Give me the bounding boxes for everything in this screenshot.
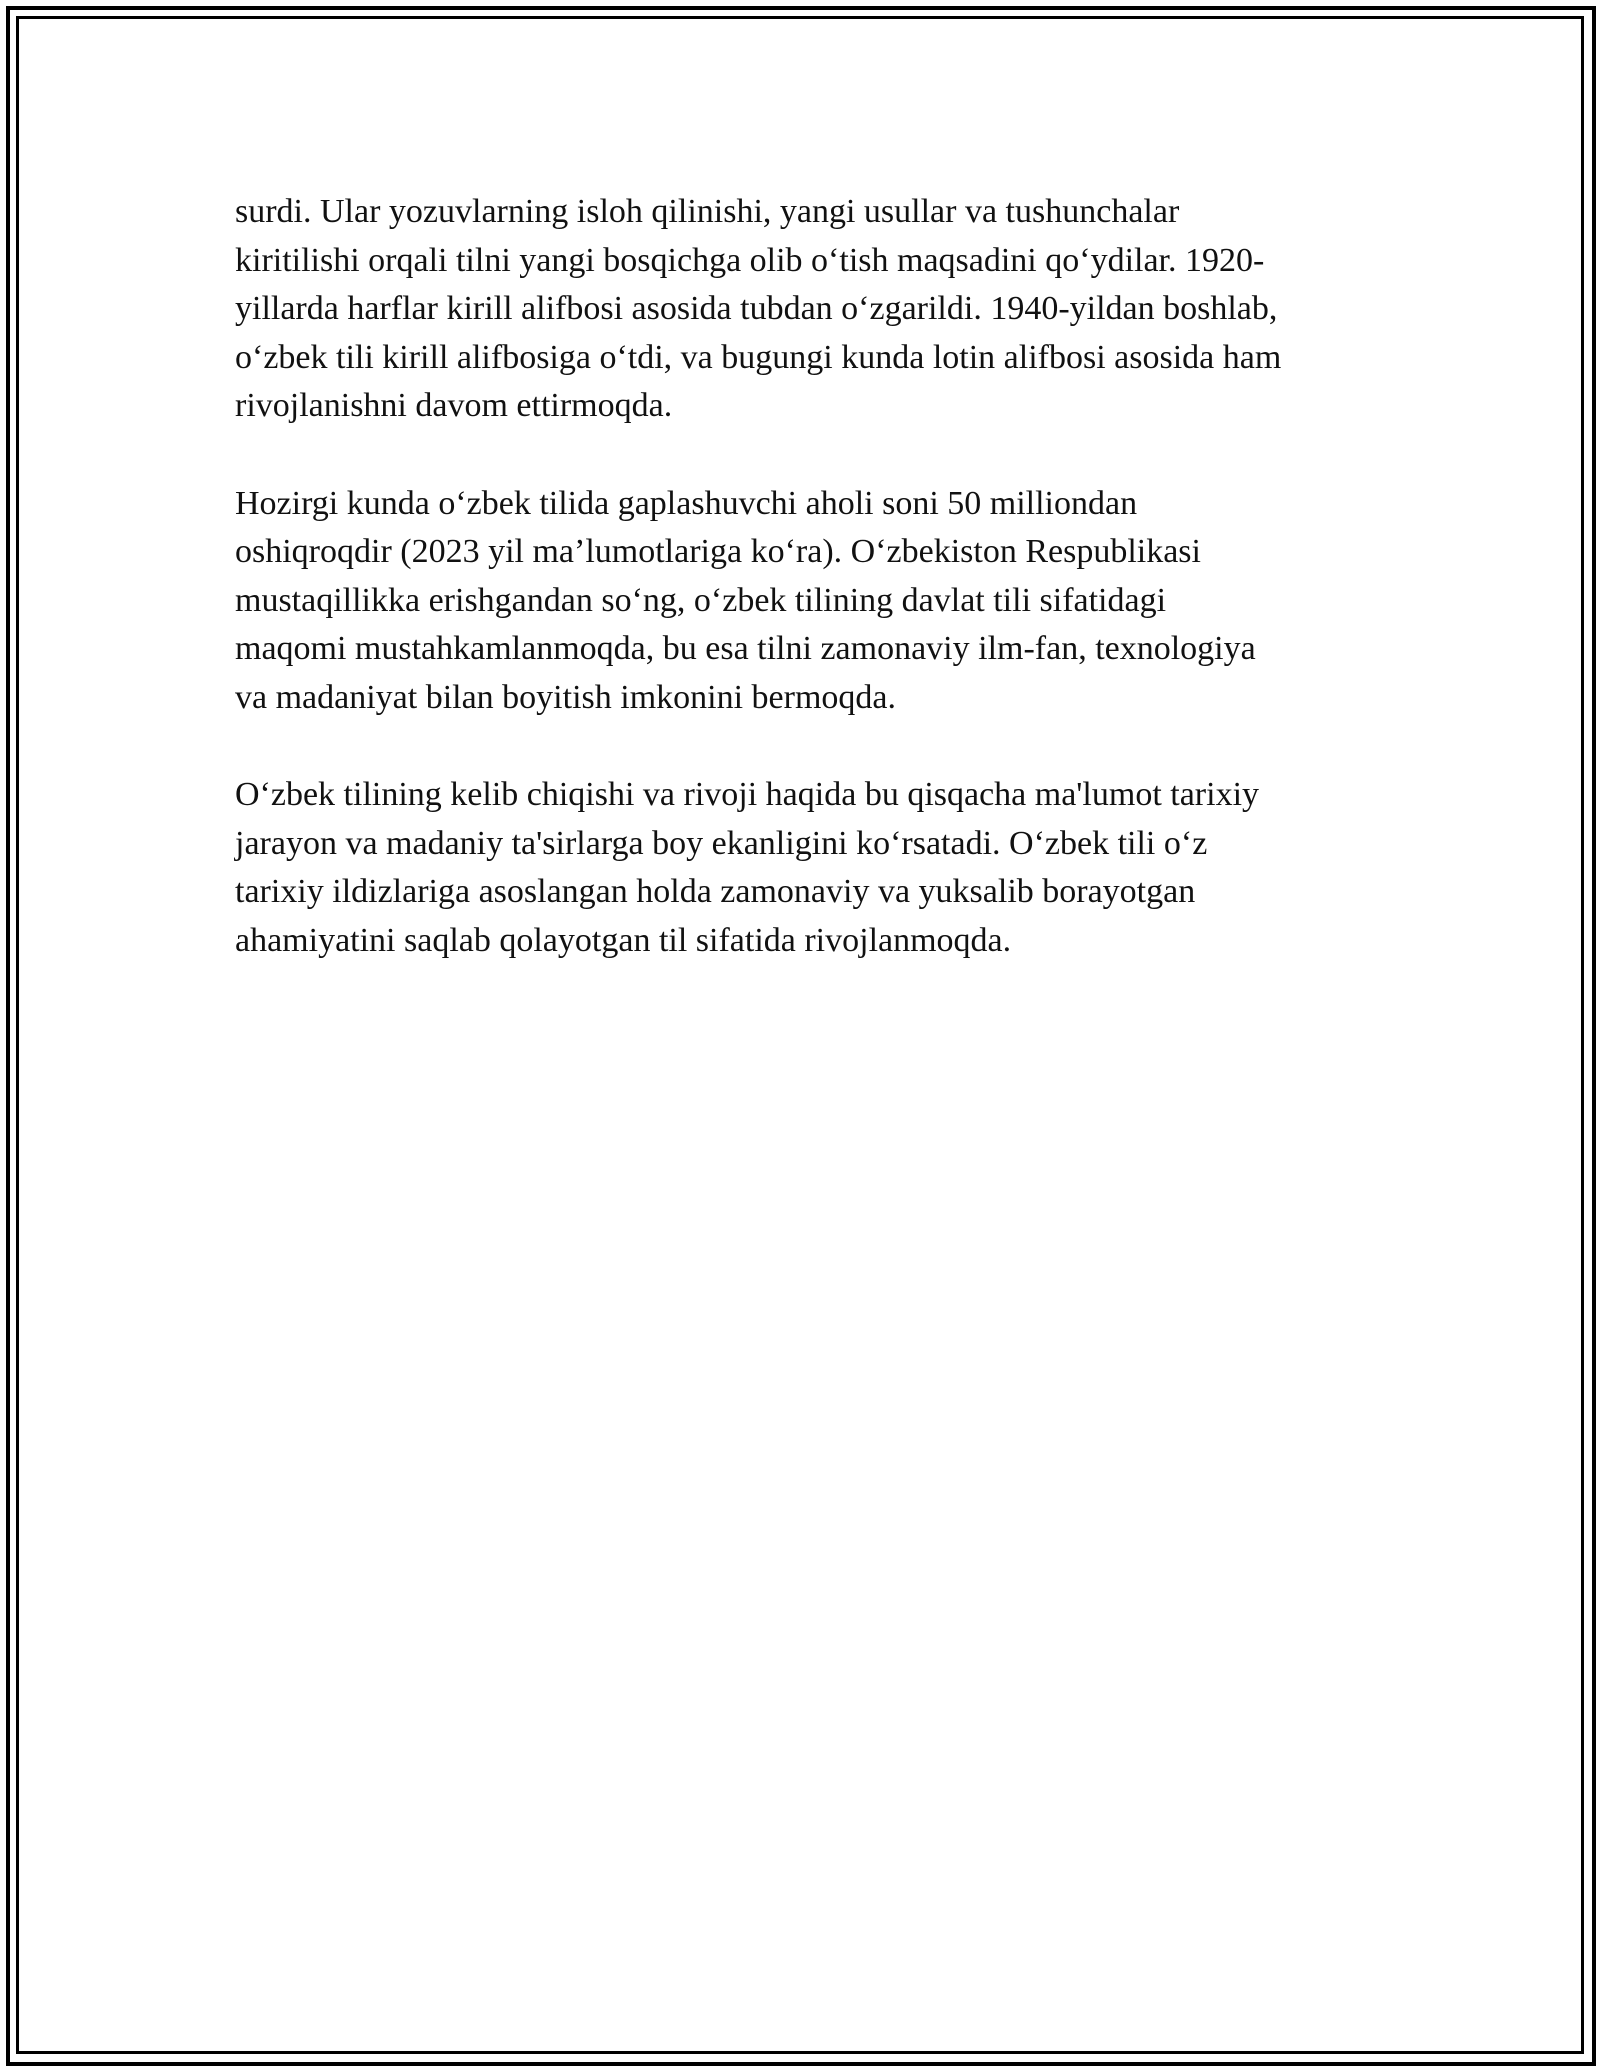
paragraph-2 bbox=[235, 480, 1370, 723]
text-line: oshiqroqdir (2023 yil ma’lumotlariga ko‘ra). O‘zbekiston Respublikasi bbox=[235, 533, 1201, 570]
text-line: jarayon va madaniy ta'sirlarga boy ekanligini ko‘rsatadi. O‘zbek tili o‘z bbox=[235, 824, 1208, 862]
text-line: Hozirgi kunda o‘zbek tilida gaplashuvchi aholi soni 50 milliondan bbox=[235, 484, 1138, 522]
text-line: mustaqillikka erishgandan so‘ng, o‘zbek tilining davlat tili sifatidagi bbox=[235, 581, 1167, 619]
text-line: O‘zbek tilining kelib chiqishi va rivoji haqida bu qisqacha ma'lumot tarixiy bbox=[235, 776, 1260, 813]
document-body bbox=[235, 188, 1370, 1014]
text-line: yillarda harflar kirill alifbosi asosida tubdan o‘zgarildi. 1940-yildan boshlab, bbox=[235, 290, 1278, 327]
text-line: rivojlanishni davom ettirmoqda. bbox=[235, 387, 673, 424]
paragraph-3 bbox=[235, 771, 1370, 965]
text-line: o‘zbek tili kirill alifbosiga o‘tdi, va bugungi kunda lotin alifbosi asosida ham bbox=[235, 338, 1282, 376]
paragraph-1 bbox=[235, 188, 1370, 431]
text-line: maqomi mustahkamlanmoqda, bu esa tilni zamonaviy ilm-fan, texnologiya bbox=[235, 630, 1256, 667]
text-line: va madaniyat bilan boyitish imkonini bermoqda. bbox=[235, 678, 896, 716]
text-line: surdi. Ular yozuvlarning isloh qilinishi, yangi usullar va tushunchalar bbox=[235, 193, 1180, 230]
text-line: kiritilishi orqali tilni yangi bosqichga olib o‘tish maqsadini qo‘ydilar. 1920- bbox=[235, 241, 1265, 279]
text-line: ahamiyatini saqlab qolayotgan til sifatida rivojlanmoqda. bbox=[235, 921, 1012, 959]
text-line: tarixiy ildizlariga asoslangan holda zamonaviy va yuksalib borayotgan bbox=[235, 873, 1196, 910]
